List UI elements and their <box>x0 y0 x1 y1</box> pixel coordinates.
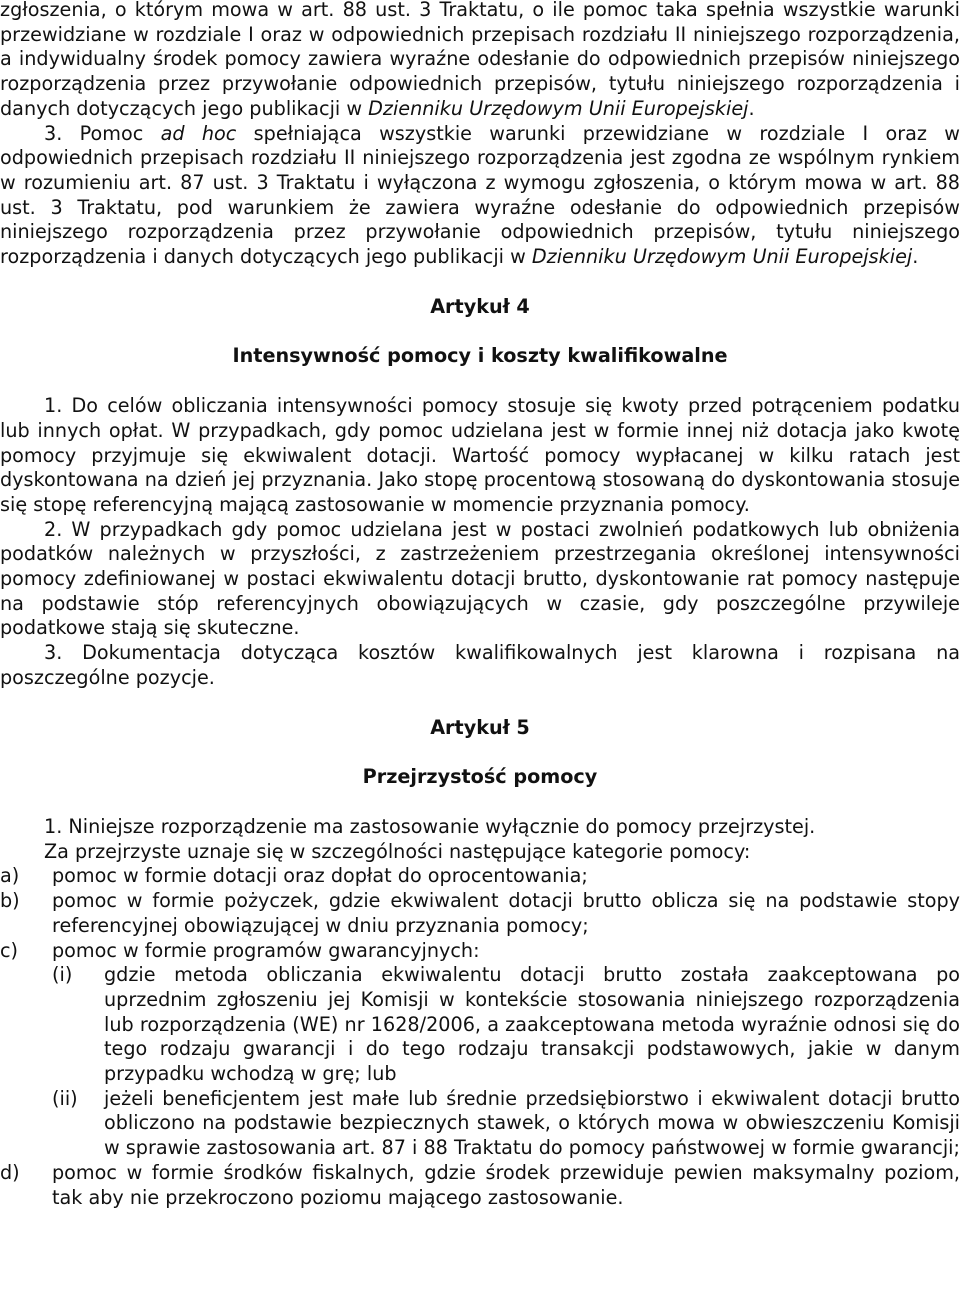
list-marker: c) <box>0 938 19 962</box>
article-4-paragraph-2: 2. W przypadkach gdy pomoc udzielana jest w postaci zwolnień podatkowych lub obniżenia podatków należnych w przyszłości, z zastrzeżeniem przestrzegania określonej intensywności pomocy zdefiniowanej w postaci ekwiwalentu dotacji brutto, dyskontowanie rat pomocy następuje na podstawie stóp referencyjnych obowiązujących w czasie, gdy poszczególne przywileje podatkowe stają się skuteczne. <box>0 517 960 640</box>
article-5-paragraph-1: 1. Niniejsze rozporządzenie ma zastosowanie wyłącznie do pomocy przejrzystej. <box>44 814 816 838</box>
sub-list-item <box>0 1087 960 1161</box>
paragraph-lead: 3. Pomoc <box>44 121 161 145</box>
list-item-text: pomoc w formie programów gwarancyjnych: <box>52 938 480 962</box>
paragraph-continuation <box>0 0 960 122</box>
list-item <box>0 1161 960 1210</box>
article-5-title: Przejrzystość pomocy <box>362 765 598 789</box>
list-marker: d) <box>0 1160 20 1184</box>
article-4-number: Artykuł 4 <box>430 294 530 318</box>
article-4-paragraph-3: 3. Dokumentacja dotycząca kosztów kwalifikowalnych jest klarowna i rozpisana na poszczególne pozycje. <box>0 641 960 689</box>
sub-list-item-text: jeżeli beneficjentem jest małe lub średnie przedsiębiorstwo i ekwiwalent dotacji brutto obliczono na podstawie bezpiecznych stawek, o których mowa w obwieszczeniu Komisji w sprawie zastosowania art. 87 i 88 Traktatu do pomocy państwowej w formie gwarancji; <box>104 1086 960 1160</box>
article-4-title: Intensywność pomocy i koszty kwalifikowalne <box>232 344 728 368</box>
paragraph-end: . <box>748 96 755 120</box>
list-marker: a) <box>0 864 20 888</box>
list-item <box>0 864 960 889</box>
article-5-number: Artykuł 5 <box>430 715 530 739</box>
sub-list-marker: (ii) <box>52 1086 78 1110</box>
sub-list-item-text: gdzie metoda obliczania ekwiwalentu dotacji brutto została zaakceptowana po uprzednim zgłoszeniu jej Komisji w kontekście stosowania niniejszego rozporządzenia lub rozporządzenia (WE) nr 1628/2006, a zaakceptowana metoda wyraźnie odnosi się do tego rodzaju gwarancji i do tego rodzaju transakcji podstawowych, jakie w danym przypadku wchodzą w grę; lub <box>104 963 960 1086</box>
journal-name: Dzienniku Urzędowym Unii Europejskiej <box>531 245 913 269</box>
list-item-text: pomoc w formie pożyczek, gdzie ekwiwalent dotacji brutto oblicza się na podstawie stopy referencyjnej obowiązującej w dniu przyznania pomocy; <box>52 889 960 937</box>
ad-hoc-term: ad hoc <box>160 121 237 145</box>
article-5-intro: Za przejrzyste uznaje się w szczególności następujące kategorie pomocy: <box>44 839 751 863</box>
paragraph-end: . <box>912 245 919 269</box>
paragraph-3 <box>0 122 960 270</box>
journal-name: Dzienniku Urzędowym Unii Europejskiej <box>368 96 749 120</box>
list-marker: b) <box>0 889 20 913</box>
paragraph-text: spełniająca wszystkie warunki przewidziane w rozdziale I oraz w odpowiednich przepisach rozdziału II niniejszego rozporządzenia jest zgodna ze wspólnym rynkiem w rozumieniu art. 87 ust. 3 Traktatu i wyłączona z wymogu zgłoszenia, o którym mowa w art. 88 ust. 3 Traktatu, pod warunkiem że zawiera wyraźne odesłanie do odpowiednich przepisów niniejszego rozporządzenia przez przywołanie odpowiednich przepisów, tytułu niniejszego rozporządzenia i danych dotyczących jego publikacji w <box>0 121 960 269</box>
list-item-text: pomoc w formie środków fiskalnych, gdzie środek przewiduje pewien maksymalny poziom, tak aby nie przekroczono poziomu mającego zastosowanie. <box>52 1160 960 1209</box>
sub-list-item <box>0 963 960 1087</box>
paragraph-text: zgłoszenia, o którym mowa w art. 88 ust. 3 Traktatu, o ile pomoc taka spełnia wszystkie warunki przewidziane w rozdziale I oraz w odpowiednich przepisach rozdziału II niniejszego rozporządzenia, a indywidualny środek pomocy zawiera wyraźne odesłanie do odpowiednich przepisów niniejszego rozporządzenia przez przywołanie odpowiednich przepisów, tytułu niniejszego rozporządzenia i danych dotyczących jego publikacji w <box>0 0 960 120</box>
list-item-text: pomoc w formie dotacji oraz dopłat do oprocentowania; <box>52 864 588 888</box>
sub-list-marker: (i) <box>52 963 73 987</box>
list-item <box>0 939 960 964</box>
article-4-paragraph-1: 1. Do celów obliczania intensywności pomocy stosuje się kwoty przed potrąceniem podatku lub innych opłat. W przypadkach, gdy pomoc udzielana jest w formie innej niż dotacja jako kwotę pomocy przyjmuje się ekwiwalent dotacji. Wartość pomocy wypłacanej w kilku ratach jest dyskontowana na dzień jej przyznania. Jako stopę procentową stosowaną do dyskontowania stosuje się stopę referencyjną mającą zastosowanie w momencie przyznania pomocy. <box>0 394 960 516</box>
list-item <box>0 889 960 938</box>
